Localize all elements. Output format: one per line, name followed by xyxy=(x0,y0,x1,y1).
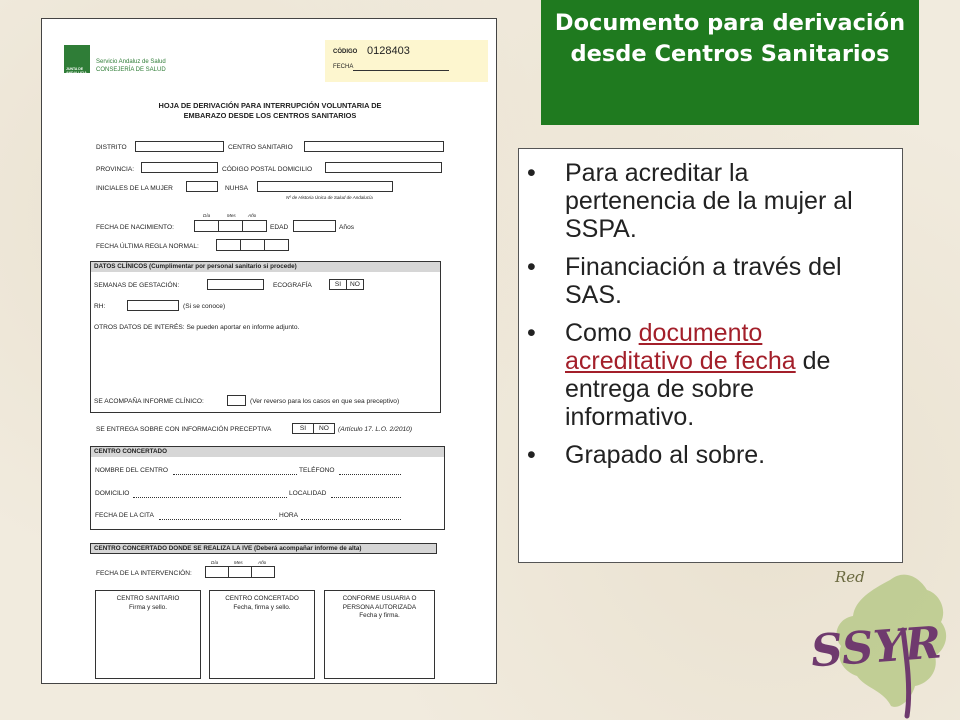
bullet-glyph: • xyxy=(527,253,536,281)
fecha-intervencion-label: FECHA DE LA INTERVENCIÓN: xyxy=(96,570,192,577)
intervencion-anio xyxy=(251,566,275,578)
dia-label: Día xyxy=(203,213,211,218)
sobre-info-label: SE ENTREGA SOBRE CON INFORMACIÓN PRECEPTIVA xyxy=(96,426,272,433)
rh-field xyxy=(127,300,179,311)
bullet-glyph: • xyxy=(527,159,536,187)
ive-anio-label: Año xyxy=(258,560,267,565)
bullet-text-3-suffix: de entrega de sobre informativo. xyxy=(565,347,831,431)
fecha-regla-label: FECHA ÚLTIMA REGLA NORMAL: xyxy=(96,243,199,250)
codigo-box xyxy=(325,40,488,82)
bullet-text-4: Grapado al sobre. xyxy=(565,441,766,469)
semanas-label: SEMANAS DE GESTACIÓN: xyxy=(94,282,180,289)
sig3-line-1: CONFORME USUARIA O xyxy=(342,595,417,602)
ecografia-si-text: SI xyxy=(334,281,342,288)
form-title-line-1: HOJA DE DERIVACIÓN PARA INTERRUPCIÓN VOLUNTARIA DE xyxy=(158,101,382,110)
otros-datos-label: OTROS DATOS DE INTERÉS: Se pueden aportar en informe adjunto. xyxy=(94,324,300,331)
hora-label: HORA xyxy=(279,512,299,519)
codigo-postal-field xyxy=(325,162,442,173)
codigo-postal-label: CÓDIGO POSTAL DOMICILIO xyxy=(222,166,313,173)
sig2-line-1: CENTRO CONCERTADO xyxy=(225,595,299,602)
bullet-item xyxy=(527,441,872,469)
nombre-centro-label: NOMBRE DEL CENTRO xyxy=(95,467,169,474)
provincia-label: PROVINCIA: xyxy=(96,166,135,173)
codigo-value: 0128403 xyxy=(367,45,410,57)
hora-line xyxy=(301,512,401,520)
firma-centro-concertado xyxy=(209,590,315,679)
localidad-line xyxy=(331,490,401,498)
junta-andalucia-seal-bar xyxy=(64,67,90,73)
centro-sanitario-field xyxy=(304,141,444,152)
nacimiento-mes xyxy=(218,220,243,232)
intervencion-dia xyxy=(205,566,229,578)
documento-acreditativo-link[interactable]: documento acreditativo de fecha xyxy=(565,319,796,375)
iniciales-field xyxy=(186,181,218,192)
derivation-form-image xyxy=(41,18,497,684)
bullet-item xyxy=(527,159,872,243)
regla-mes xyxy=(240,239,265,251)
informe-clinico-label: SE ACOMPAÑA INFORME CLÍNICO: xyxy=(94,398,204,405)
ecografia-si xyxy=(329,279,347,290)
regla-dia xyxy=(216,239,241,251)
rh-note: (Si se conoce) xyxy=(183,303,226,310)
domicilio-line xyxy=(133,490,287,498)
codigo-label: CÓDIGO xyxy=(333,49,358,55)
iniciales-label: INICIALES DE LA MUJER xyxy=(96,185,173,192)
form-title xyxy=(42,101,498,121)
edad-field xyxy=(293,220,336,232)
slide-title: Documento para derivación desde Centros Sanitarios xyxy=(541,0,919,125)
informe-clinico-field xyxy=(227,395,246,406)
ive-mes-label: Mes xyxy=(234,560,243,565)
nuhsa-note: Nº de Historia Única de Salud de Andalucía xyxy=(286,195,373,200)
fecha-cita-label: FECHA DE LA CITA xyxy=(95,512,154,519)
fecha-cita-line xyxy=(159,512,277,520)
centro-concertado-header: CENTRO CONCERTADO xyxy=(91,447,444,457)
bullet-text-3-prefix: Como xyxy=(565,319,639,347)
sig3-line-2: PERSONA AUTORIZADA xyxy=(342,603,417,611)
centro-ive-section xyxy=(90,543,437,554)
rh-label: RH: xyxy=(94,303,106,310)
anios-label: Años xyxy=(339,224,355,231)
ive-dia-label: Día xyxy=(211,560,219,565)
org-line-1: Servicio Andaluz de Salud xyxy=(96,59,166,65)
bullet-glyph: • xyxy=(527,441,536,469)
bullet-text-2: Financiación a través del SAS. xyxy=(565,253,842,309)
sobre-no xyxy=(313,423,335,434)
nacimiento-anio xyxy=(242,220,267,232)
fecha-nacimiento-label: FECHA DE NACIMIENTO: xyxy=(96,224,174,231)
sig3-line-3: Fecha y firma. xyxy=(359,612,400,619)
datos-clinicos-section xyxy=(90,261,441,413)
fecha-line xyxy=(353,70,449,71)
bullet-item xyxy=(527,253,872,309)
telefono-line xyxy=(339,467,401,475)
firma-centro-sanitario xyxy=(95,590,201,679)
sobre-si-text: SI xyxy=(299,425,307,432)
red-ssyr-logo xyxy=(795,560,960,720)
seal-text: JUNTA DE ANDALUCIA xyxy=(66,67,87,75)
sig1-line-2: Firma y sello. xyxy=(129,603,167,611)
logo-big-text: SSYR xyxy=(809,617,944,678)
junta-andalucia-logo xyxy=(64,45,90,67)
sig1-line-1: CENTRO SANITARIO xyxy=(116,595,180,602)
articulo-note: (Artículo 17. L.O. 2/2010) xyxy=(338,426,413,433)
edad-label: EDAD xyxy=(270,224,289,231)
nombre-centro-line xyxy=(173,467,297,475)
ecografia-no xyxy=(346,279,364,290)
bullet-box xyxy=(518,148,903,563)
bullet-glyph: • xyxy=(527,319,536,347)
centro-ive-header: CENTRO CONCERTADO DONDE SE REALIZA LA IVE (Deberá acompañar informe de alta) xyxy=(91,544,436,553)
distrito-field xyxy=(135,141,224,152)
localidad-label: LOCALIDAD xyxy=(289,490,327,497)
firma-usuaria xyxy=(324,590,435,679)
ecografia-no-text: NO xyxy=(350,281,360,288)
bullet-item xyxy=(527,319,872,431)
mes-label: Mes xyxy=(227,213,236,218)
distrito-label: DISTRITO xyxy=(96,144,127,151)
org-name xyxy=(96,59,166,74)
provincia-field xyxy=(141,162,218,173)
centro-sanitario-label: CENTRO SANITARIO xyxy=(228,144,293,151)
intervencion-mes xyxy=(228,566,252,578)
nacimiento-dia xyxy=(194,220,219,232)
sobre-no-text: NO xyxy=(319,425,329,432)
nuhsa-field xyxy=(257,181,393,192)
domicilio-label: DOMICILIO xyxy=(95,490,130,497)
telefono-label: TELÉFONO xyxy=(299,467,335,474)
semanas-field xyxy=(207,279,264,290)
org-line-2: CONSEJERÍA DE SALUD xyxy=(96,66,166,73)
fecha-label: FECHA xyxy=(333,64,354,70)
ecografia-label: ECOGRAFÍA xyxy=(273,282,312,289)
logo-small-text: Red xyxy=(835,568,865,586)
nuhsa-label: NUHSA xyxy=(225,185,249,192)
bullet-text-1: Para acreditar la pertenencia de la mujer al SSPA. xyxy=(565,159,853,243)
ver-reverso-note: (Ver reverso para los casos en que sea preceptivo) xyxy=(250,398,400,405)
sig2-line-2: Fecha, firma y sello. xyxy=(233,603,291,611)
bullet-list xyxy=(519,149,902,469)
centro-concertado-section xyxy=(90,446,445,530)
regla-anio xyxy=(264,239,289,251)
form-title-line-2: EMBARAZO DESDE LOS CENTROS SANITARIOS xyxy=(183,111,357,120)
datos-clinicos-header: DATOS CLÍNICOS (Cumplimentar por personal sanitario si procede) xyxy=(91,262,440,272)
anio-label: Año xyxy=(248,213,257,218)
sobre-si xyxy=(292,423,314,434)
